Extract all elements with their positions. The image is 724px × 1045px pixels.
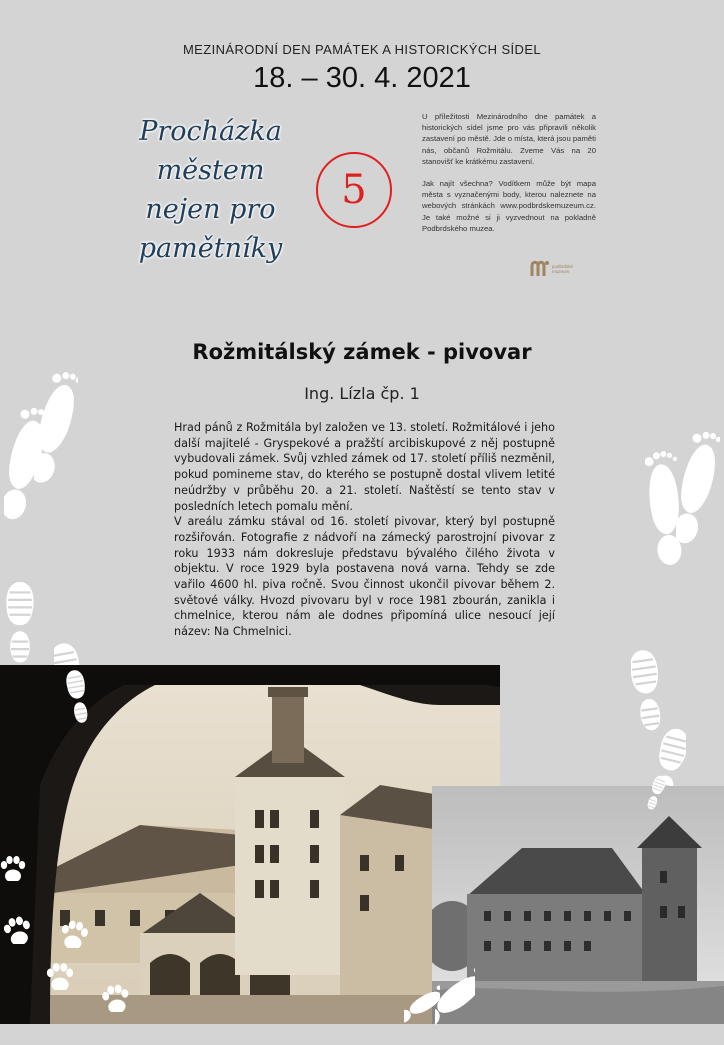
museum-logo [530, 258, 590, 278]
bare-footprint-icon [404, 976, 440, 1036]
logo-text-line: muzeum [552, 269, 570, 274]
bare-footprint-icon [4, 404, 48, 524]
bare-footprint-icon [645, 448, 689, 568]
intro-paragraph: Jak najít všechna? Vodítkem může být mapa města s vyznačenými body, kterou naleznete na webových stránkách www.podbrdskemuzeum.cz. Je také možné si ji vyzvednout na pokladně Podbrdského muzea. [422, 179, 596, 233]
museum-logo-icon [530, 258, 550, 278]
paw-print-icon [46, 962, 74, 990]
body-text [174, 420, 555, 640]
stop-number-badge: 5 [316, 152, 392, 228]
paw-print-icon [102, 984, 130, 1012]
paw-print-icon [0, 855, 26, 881]
shoe-print-icon [631, 650, 663, 732]
shoe-print-icon [640, 775, 672, 811]
shoe-print-icon [5, 582, 35, 664]
walk-title-line: městem [156, 155, 265, 186]
walk-title-line: pamětníky [138, 233, 283, 264]
body-paragraph: Hrad pánů z Rožmitála byl založen ve 13. století. Rožmitálové i jeho další majitelé - Gryspekové a pražští arcibiskupové z něj postupně vybudovali zámek. Svůj vzhled zámek od 17. století příliš nezměnil, pokud pomineme stav, do kterého se postupně dostal vlivem letité neúdržby v průběhu 20. a 21. století. Naštěstí se tento stav v posledních letech pomalu mění. [174, 421, 555, 513]
paw-print-icon [60, 920, 88, 948]
intro-paragraph: U příležitosti Mezinárodního dne památek a historických sídel jsme pro vás připravili několik zastavení po městě. Jde o místa, která jsou paměti nás, občanů Rožmitálu. Zveme Vás na 20 stanovišť ke krátkému zastavení. [422, 112, 596, 166]
castle-photo [432, 786, 724, 1024]
walk-title [118, 112, 303, 268]
body-paragraph: V areálu zámku stával od 16. století pivovar, který byl postupně rozšiřován. Fotografie z nádvoří na zámecký parostrojní pivovar z roku 1933 nám dokresluje představu bývalého čilého života v objektu. V roce 1929 byla postavena nová varna. Tehdy se zde vařilo 4600 hl. piva ročně. Svou činnost ukončil pivovar během 2. světové války. Hvozd pivovaru byl v roce 1981 zbourán, zanikla i chmelnice, kterou nám ale dodnes připomíná ulice nesoucí její název: Na Chmelnici. [174, 515, 555, 639]
intro-text [422, 111, 596, 245]
logo-text-line: podbrdské [552, 264, 574, 269]
paw-print-icon [4, 916, 32, 944]
address-subtitle: Ing. Lízla čp. 1 [304, 384, 420, 403]
page-title: Rožmitálský zámek - pivovar [192, 340, 532, 364]
bare-footprint-icon [435, 955, 475, 1045]
event-title: MEZINÁRODNÍ DEN PAMÁTEK A HISTORICKÝCH SÍDEL [182, 42, 542, 57]
walk-title-line: Procházka [139, 116, 282, 147]
event-dates: 18. – 30. 4. 2021 [253, 62, 471, 94]
walk-title-line: nejen pro [145, 194, 276, 225]
shoe-print-icon [60, 670, 96, 724]
